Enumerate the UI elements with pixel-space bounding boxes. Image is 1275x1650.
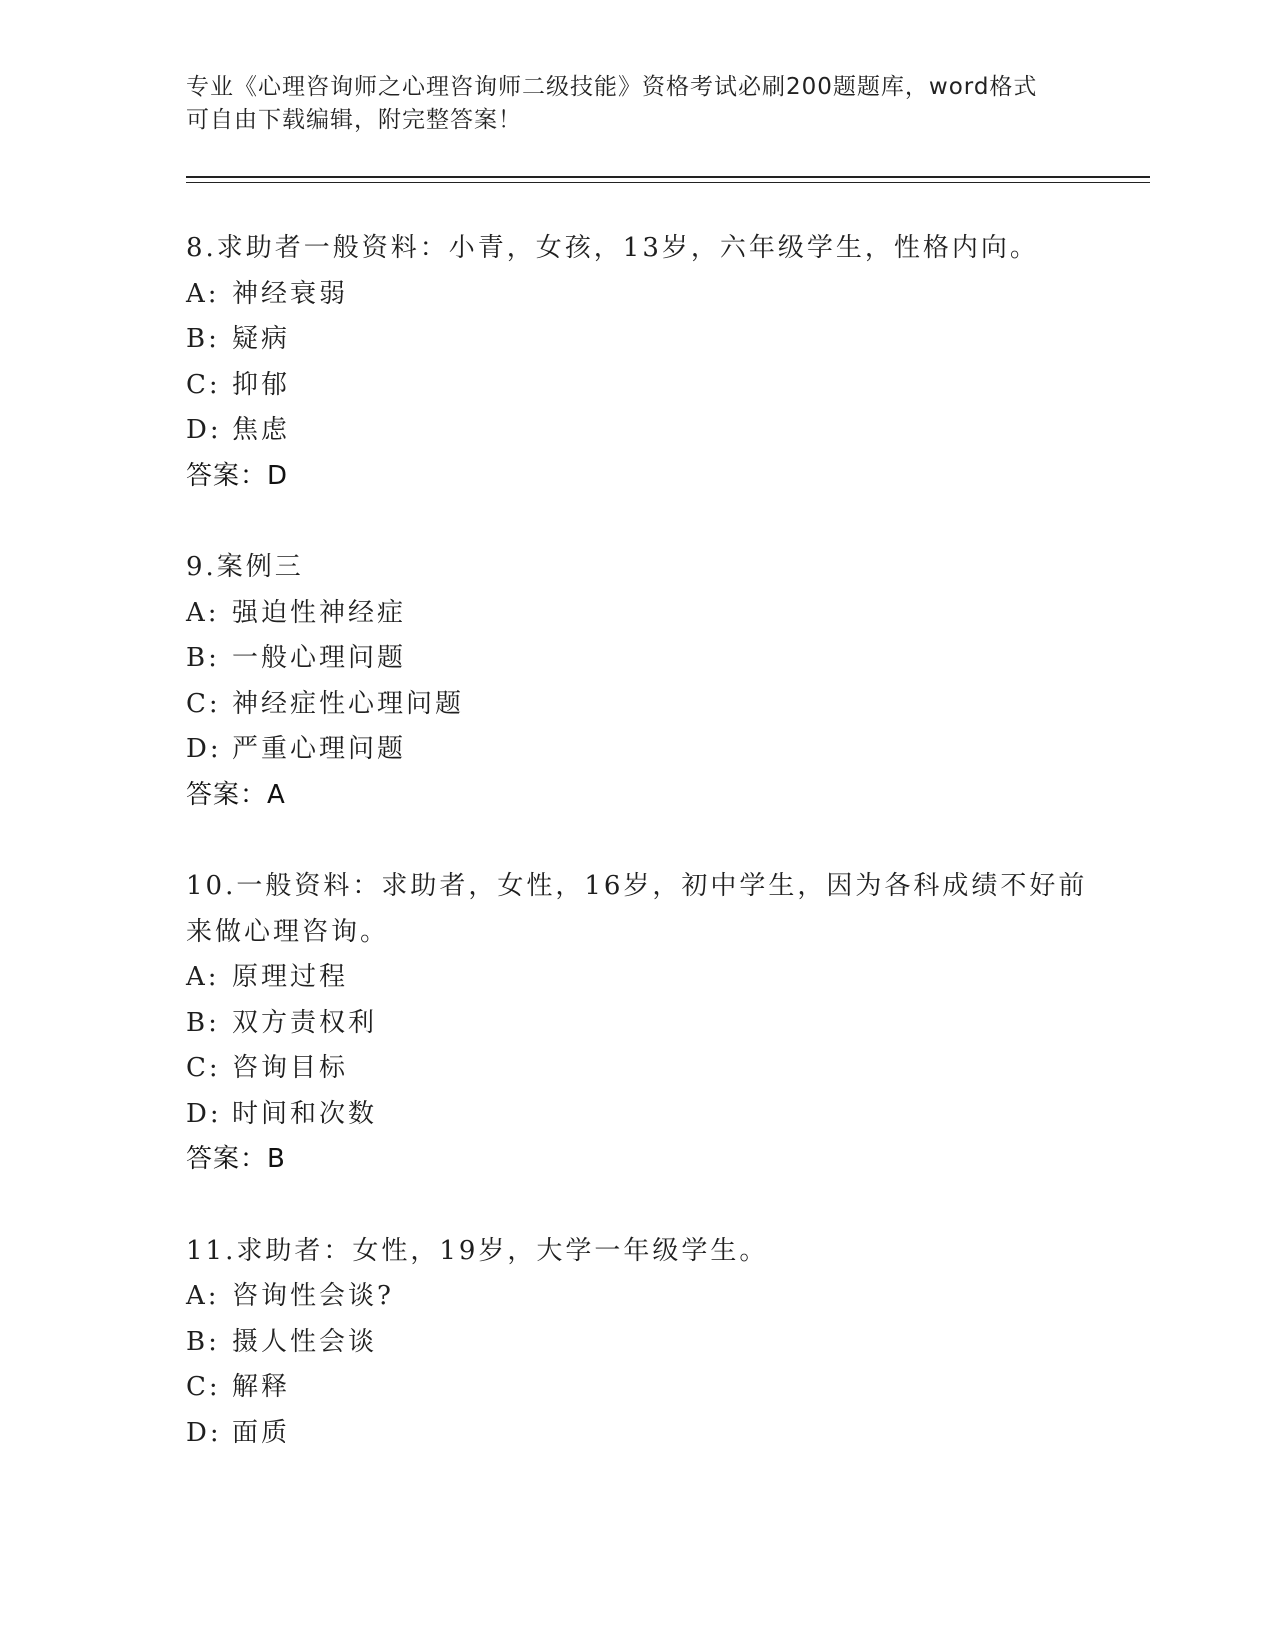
question-stem: 10.一般资料：求助者，女性，16岁，初中学生，因为各科成绩不好前 [186,871,1088,901]
option-d [186,1411,1086,1457]
option-letter: B: [186,643,220,673]
option-b [186,1001,1086,1047]
question-stem: 11.求助者：女性，19岁，大学一年级学生。 [186,1235,769,1266]
document-header [186,71,1066,137]
option-letter: D: [186,1098,222,1129]
answer-line: 答案：A [186,779,286,810]
option-text: 疑病 [232,324,291,354]
option-d [186,1092,1086,1138]
option-text: 神经症性心理问题 [232,688,465,719]
option-b [186,636,1086,682]
option-text: 双方责权利 [232,1007,378,1038]
option-letter: A: [186,278,220,309]
question-stem: 8.求助者一般资料：小青，女孩，13岁，六年级学生，性格内向。 [186,233,1039,263]
answer-line: 答案：B [186,1144,286,1174]
option-letter: C: [186,369,221,400]
option-letter: C: [186,688,221,719]
option-letter: A: [186,962,220,992]
option-text: 摄人性会谈 [232,1326,378,1357]
option-text: 咨询目标 [232,1053,349,1083]
question-10 [186,864,1086,1183]
header-divider-thick [186,176,1150,178]
option-text: 焦虑 [232,415,291,445]
option-text: 神经衰弱 [232,278,349,309]
option-text: 咨询性会谈? [232,1281,394,1311]
option-c [186,682,1086,728]
option-c [186,1365,1086,1411]
header-line-1: 专业《心理咨询师之心理咨询师二级技能》资格考试必刷200题题库，word格式 [186,74,1038,100]
question-stem: 9.案例三 [186,552,304,582]
option-text: 解释 [232,1372,291,1402]
option-letter: D: [186,415,222,445]
question-list [186,226,1086,1502]
option-text: 抑郁 [232,369,291,400]
option-letter: B: [186,1007,220,1038]
option-letter: C: [186,1053,221,1083]
option-letter: B: [186,324,220,354]
option-a [186,1274,1086,1320]
question-9 [186,545,1086,818]
option-letter: D: [186,734,222,764]
option-c [186,1046,1086,1092]
option-text: 一般心理问题 [232,643,407,673]
option-a [186,591,1086,637]
option-text: 面质 [232,1417,291,1448]
option-letter: C: [186,1372,221,1402]
option-letter: A: [186,597,220,628]
option-c [186,363,1086,409]
option-text: 原理过程 [232,962,349,992]
option-text: 严重心理问题 [232,734,407,764]
question-stem-continued: 来做心理咨询。 [186,916,390,947]
answer-line: 答案：D [186,460,289,491]
option-text: 时间和次数 [232,1098,378,1129]
option-letter: B: [186,1326,220,1357]
option-text: 强迫性神经症 [232,597,407,628]
option-a [186,955,1086,1001]
option-a [186,272,1086,318]
option-letter: A: [186,1281,220,1311]
header-divider-thin [186,182,1150,183]
option-b [186,317,1086,363]
header-line-2: 可自由下载编辑，附完整答案！ [186,107,522,133]
option-letter: D: [186,1417,222,1448]
option-b [186,1320,1086,1366]
option-d [186,727,1086,773]
question-11 [186,1229,1086,1457]
option-d [186,408,1086,454]
question-8 [186,226,1086,499]
